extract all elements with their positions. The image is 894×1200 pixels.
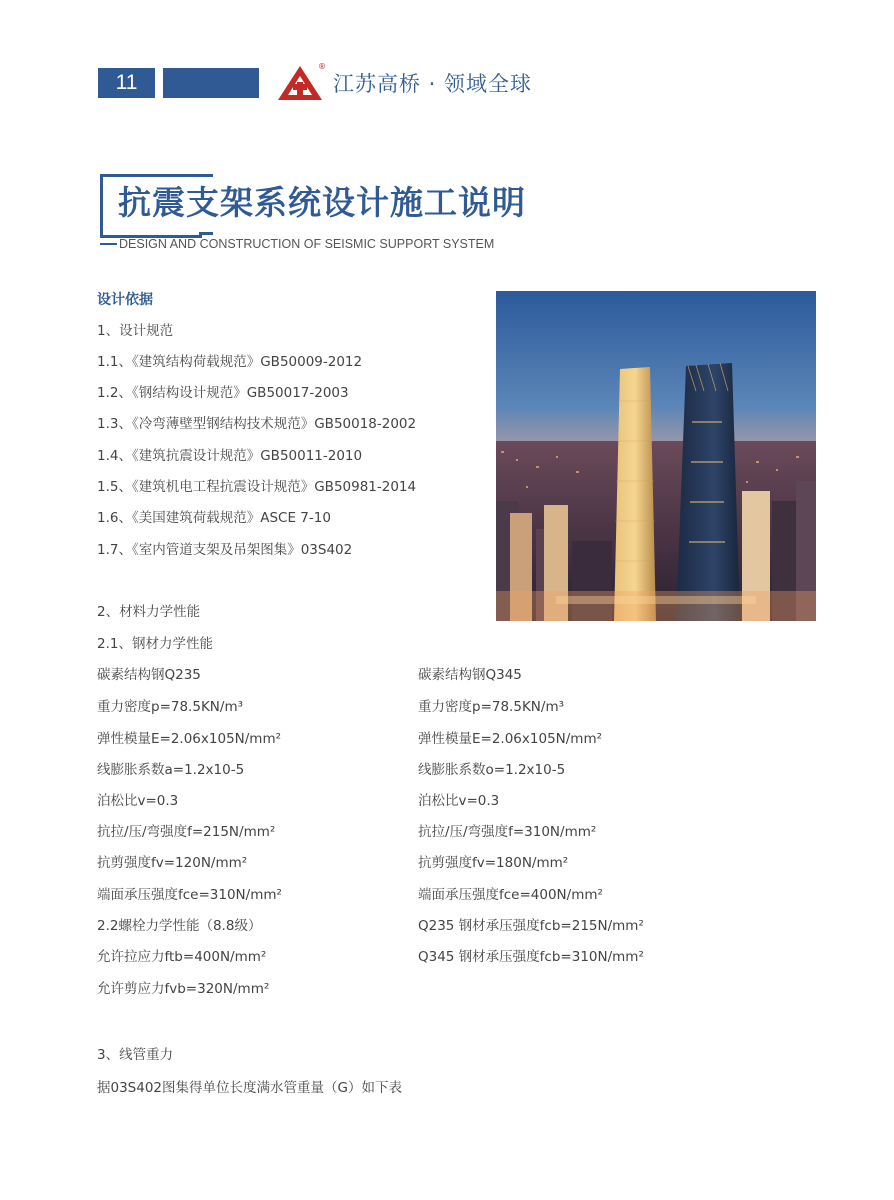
left-property: 碳素结构钢Q235: [97, 667, 201, 683]
spec-item: 1.7、《室内管道支架及吊架图集》03S402: [97, 542, 353, 558]
specs-heading: 1、设计规范: [97, 323, 174, 339]
right-property: 碳素结构钢Q345: [418, 667, 522, 683]
pipe-description: 据03S402图集得单位长度满水管重量（G）如下表: [97, 1080, 402, 1096]
right-property: Q345 钢材承压强度fcb=310N/mm²: [418, 949, 644, 965]
left-property: 端面承压强度fce=310N/mm²: [97, 887, 282, 903]
right-property: 重力密度p=78.5KN/m³: [418, 699, 565, 715]
left-property: 线膨胀系数a=1.2x10-5: [97, 762, 245, 778]
page-title: 抗震支架系统设计施工说明: [118, 183, 526, 222]
right-property: 弹性模量E=2.06x105N/mm²: [418, 731, 603, 747]
company-logo: [276, 64, 324, 102]
subtitle-divider: [100, 243, 117, 245]
spec-item: 1.2、《钢结构设计规范》GB50017-2003: [97, 385, 349, 401]
title-frame-tick: [199, 232, 213, 235]
left-property: 弹性模量E=2.06x105N/mm²: [97, 731, 282, 747]
spec-item: 1.4、《建筑抗震设计规范》GB50011-2010: [97, 448, 363, 464]
materials-heading: 2、材料力学性能: [97, 604, 201, 620]
title-frame-tick: [199, 174, 213, 177]
pipe-heading: 3、线管重力: [97, 1047, 174, 1063]
left-property: 重力密度p=78.5KN/m³: [97, 699, 244, 715]
right-property: 端面承压强度fce=400N/mm²: [418, 887, 603, 903]
spec-item: 1.6、《美国建筑荷载规范》ASCE 7-10: [97, 510, 331, 526]
brand-slogan: 江苏高桥 · 领域全球: [333, 72, 533, 96]
right-property: 线膨胀系数o=1.2x10-5: [418, 762, 566, 778]
header-bar: [163, 68, 259, 98]
left-property: 抗拉/压/弯强度f=215N/mm²: [97, 824, 276, 840]
right-property: Q235 钢材承压强度fcb=215N/mm²: [418, 918, 644, 934]
spec-item: 1.3、《冷弯薄壁型钢结构技术规范》GB50018-2002: [97, 416, 417, 432]
page-number: 11: [98, 68, 155, 98]
left-property: 抗剪强度fv=120N/mm²: [97, 855, 248, 871]
materials-subheading: 2.1、钢材力学性能: [97, 636, 213, 652]
page-subtitle: DESIGN AND CONSTRUCTION OF SEISMIC SUPPORT SYSTEM: [119, 237, 495, 251]
bolt-heading: 2.2螺栓力学性能（8.8级）: [97, 918, 262, 934]
left-property: 泊松比v=0.3: [97, 793, 179, 809]
right-property: 抗拉/压/弯强度f=310N/mm²: [418, 824, 597, 840]
right-property: 泊松比v=0.3: [418, 793, 500, 809]
left-property: 允许剪应力fvb=320N/mm²: [97, 981, 270, 997]
city-skyline-photo: [496, 291, 816, 621]
spec-item: 1.1、《建筑结构荷载规范》GB50009-2012: [97, 354, 363, 370]
left-property: 允许拉应力ftb=400N/mm²: [97, 949, 267, 965]
right-property: 抗剪强度fv=180N/mm²: [418, 855, 569, 871]
registered-mark: ®: [318, 62, 326, 71]
spec-item: 1.5、《建筑机电工程抗震设计规范》GB50981-2014: [97, 479, 417, 495]
section-label: 设计依据: [97, 292, 153, 308]
